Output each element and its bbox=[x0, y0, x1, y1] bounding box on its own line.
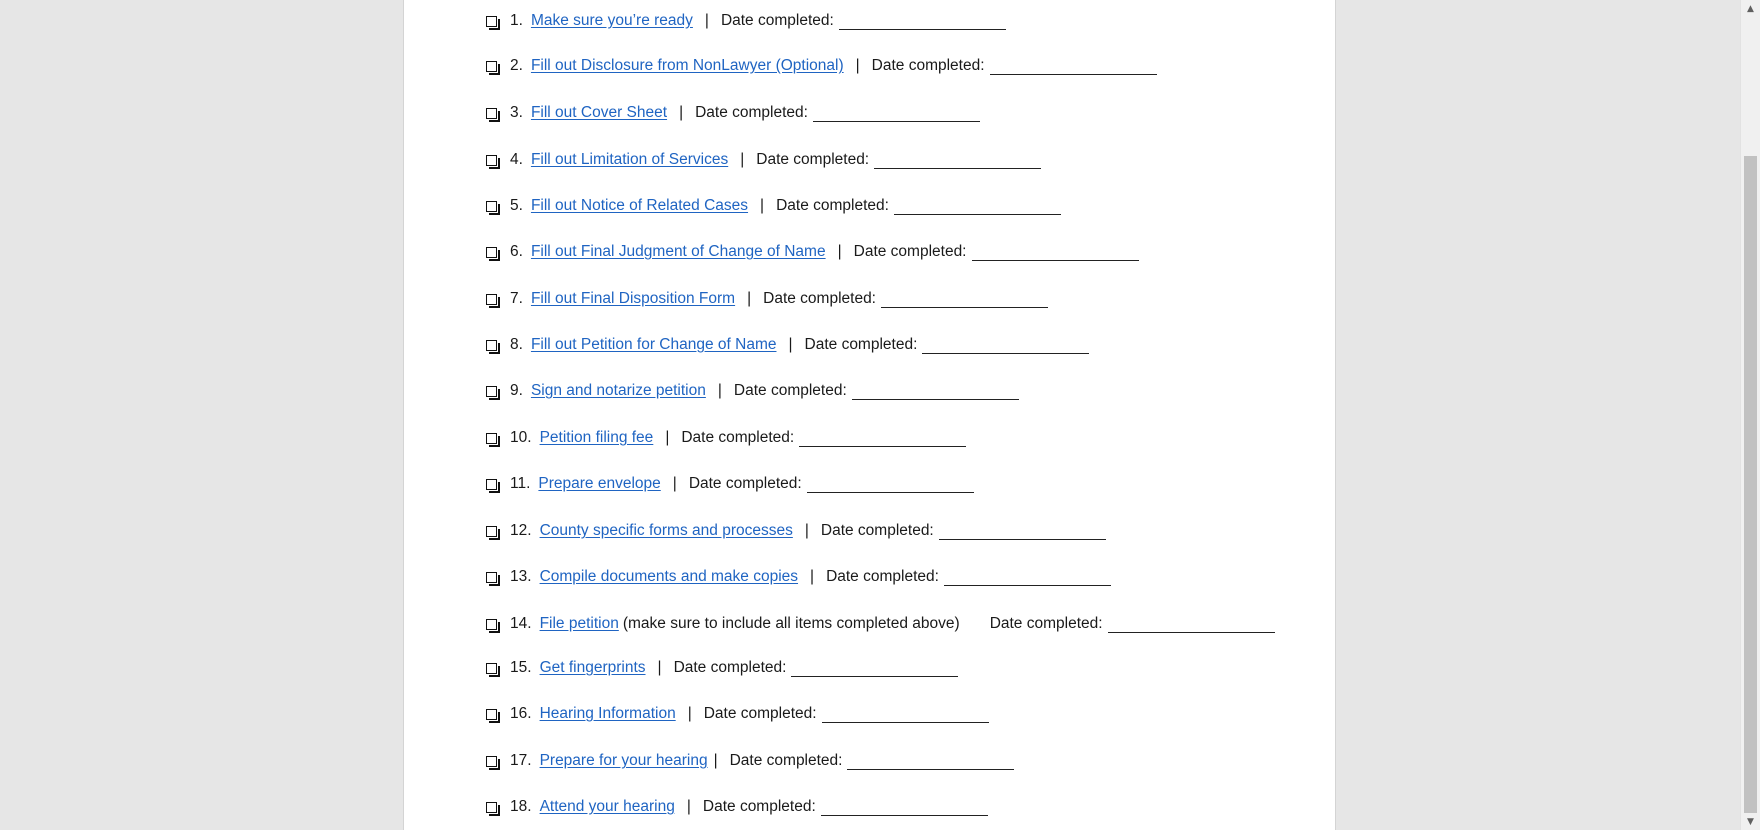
date-completed-label: Date completed: bbox=[826, 568, 939, 585]
date-completed-label: Date completed: bbox=[681, 429, 795, 446]
item-link[interactable]: Fill out Notice of Related Cases bbox=[530, 197, 749, 214]
item-number: 8. bbox=[510, 336, 523, 353]
checkbox-icon[interactable] bbox=[486, 619, 497, 630]
item-separator: | bbox=[740, 151, 745, 168]
date-blank-line[interactable] bbox=[990, 60, 1157, 75]
item-link[interactable]: Fill out Disclosure from NonLawyer (Optional) bbox=[530, 57, 844, 74]
item-separator: | bbox=[810, 568, 815, 585]
item-separator: | bbox=[665, 429, 670, 446]
date-completed-label: Date completed: bbox=[853, 243, 967, 260]
checkbox-icon[interactable] bbox=[486, 201, 497, 212]
date-blank-line[interactable] bbox=[813, 107, 980, 122]
checkbox-icon[interactable] bbox=[486, 340, 497, 351]
checklist-item bbox=[486, 565, 1111, 589]
date-blank-line[interactable] bbox=[822, 708, 989, 723]
item-number: 2. bbox=[510, 57, 523, 74]
item-number: 11. bbox=[510, 475, 531, 492]
checklist-item bbox=[486, 656, 958, 680]
date-blank-line[interactable] bbox=[807, 478, 974, 493]
checkbox-icon[interactable] bbox=[486, 526, 497, 537]
checklist-item bbox=[486, 519, 1106, 543]
checkbox-icon[interactable] bbox=[486, 756, 497, 767]
date-blank-line[interactable] bbox=[839, 15, 1006, 30]
item-separator: | bbox=[837, 243, 842, 260]
date-completed-label: Date completed: bbox=[989, 615, 1103, 632]
date-completed-label: Date completed: bbox=[695, 104, 808, 121]
item-number: 13. bbox=[510, 568, 532, 585]
item-link[interactable]: Fill out Petition for Change of Name bbox=[530, 336, 777, 353]
checklist-item bbox=[486, 472, 974, 496]
date-blank-line[interactable] bbox=[939, 525, 1106, 540]
item-separator: | bbox=[804, 522, 809, 539]
item-number: 15. bbox=[510, 659, 532, 676]
date-completed-label: Date completed: bbox=[720, 12, 834, 29]
date-completed-label: Date completed: bbox=[702, 798, 816, 815]
checklist-item bbox=[486, 54, 1157, 78]
checklist-item bbox=[486, 101, 980, 125]
checklist-item bbox=[486, 148, 1041, 172]
date-blank-line[interactable] bbox=[1108, 618, 1275, 633]
checkbox-icon[interactable] bbox=[486, 108, 497, 119]
checkbox-icon[interactable] bbox=[486, 61, 497, 72]
item-link[interactable]: Compile documents and make copies bbox=[539, 568, 799, 585]
item-number: 16. bbox=[510, 705, 532, 722]
checklist-item bbox=[486, 795, 988, 819]
item-link[interactable]: Prepare envelope bbox=[538, 475, 661, 492]
item-separator: | bbox=[747, 290, 752, 307]
checkbox-icon[interactable] bbox=[486, 16, 497, 27]
checklist-item bbox=[486, 9, 1006, 33]
date-blank-line[interactable] bbox=[791, 662, 958, 677]
item-separator: | bbox=[717, 382, 722, 399]
item-link[interactable]: Fill out Final Judgment of Change of Name bbox=[530, 243, 826, 260]
date-blank-line[interactable] bbox=[847, 755, 1014, 770]
item-link[interactable]: Make sure you’re ready bbox=[530, 12, 693, 29]
date-blank-line[interactable] bbox=[922, 339, 1089, 354]
item-separator: | bbox=[760, 197, 765, 214]
item-number: 3. bbox=[510, 104, 523, 121]
date-completed-label: Date completed: bbox=[733, 382, 847, 399]
item-separator: | bbox=[686, 798, 691, 815]
checkbox-icon[interactable] bbox=[486, 802, 497, 813]
date-completed-label: Date completed: bbox=[756, 151, 870, 168]
date-completed-label: Date completed: bbox=[703, 705, 817, 722]
date-completed-label: Date completed: bbox=[673, 659, 787, 676]
item-separator: | bbox=[672, 475, 677, 492]
item-number: 10. bbox=[510, 429, 532, 446]
item-number: 18. bbox=[510, 798, 532, 815]
item-link[interactable]: Hearing Information bbox=[539, 705, 676, 722]
item-number: 7. bbox=[510, 290, 523, 307]
item-separator: | bbox=[713, 752, 718, 769]
date-blank-line[interactable] bbox=[799, 432, 966, 447]
checkbox-icon[interactable] bbox=[486, 709, 497, 720]
date-blank-line[interactable] bbox=[894, 200, 1061, 215]
date-completed-label: Date completed: bbox=[688, 475, 802, 492]
item-link[interactable]: Petition filing fee bbox=[539, 429, 654, 446]
date-blank-line[interactable] bbox=[852, 385, 1019, 400]
checkbox-icon[interactable] bbox=[486, 663, 497, 674]
item-separator: | bbox=[687, 705, 692, 722]
date-blank-line[interactable] bbox=[944, 571, 1111, 586]
item-link[interactable]: Attend your hearing bbox=[539, 798, 675, 815]
item-number: 6. bbox=[510, 243, 523, 260]
item-link[interactable]: Get fingerprints bbox=[539, 659, 646, 676]
date-blank-line[interactable] bbox=[972, 246, 1139, 261]
item-link[interactable]: File petition bbox=[539, 615, 619, 632]
chevron-up-icon[interactable]: ▲ bbox=[1741, 0, 1760, 17]
item-number: 1. bbox=[510, 12, 523, 29]
checklist-item bbox=[486, 287, 1048, 311]
item-number: 12. bbox=[510, 522, 532, 539]
checklist-item bbox=[486, 333, 1089, 357]
checkbox-icon[interactable] bbox=[486, 572, 497, 583]
item-separator: | bbox=[679, 104, 684, 121]
checkbox-icon[interactable] bbox=[486, 386, 497, 397]
item-number: 14. bbox=[510, 615, 532, 632]
checkbox-icon[interactable] bbox=[486, 479, 497, 490]
item-link[interactable]: Prepare for your hearing bbox=[539, 752, 708, 769]
item-separator: | bbox=[788, 336, 793, 353]
item-link[interactable]: Fill out Final Disposition Form bbox=[530, 290, 736, 307]
item-number: 9. bbox=[510, 382, 523, 399]
date-completed-label: Date completed: bbox=[871, 57, 985, 74]
checklist-item bbox=[486, 240, 1139, 264]
checkbox-icon[interactable] bbox=[486, 433, 497, 444]
item-number: 5. bbox=[510, 197, 523, 214]
item-link[interactable]: Sign and notarize petition bbox=[530, 382, 706, 399]
date-completed-label: Date completed: bbox=[804, 336, 918, 353]
item-separator: | bbox=[657, 659, 662, 676]
date-blank-line[interactable] bbox=[821, 801, 988, 816]
checkbox-icon[interactable] bbox=[486, 294, 497, 305]
checkbox-icon[interactable] bbox=[486, 247, 497, 258]
date-completed-label: Date completed: bbox=[729, 752, 843, 769]
chevron-down-icon[interactable]: ▼ bbox=[1741, 813, 1760, 830]
date-completed-label: Date completed: bbox=[763, 290, 876, 307]
item-separator: | bbox=[704, 12, 709, 29]
item-link[interactable]: County specific forms and processes bbox=[539, 522, 793, 539]
checklist-item bbox=[486, 749, 1014, 773]
document-page bbox=[403, 0, 1336, 830]
checklist-item bbox=[486, 612, 1275, 636]
date-blank-line[interactable] bbox=[874, 154, 1041, 169]
item-separator: | bbox=[855, 57, 860, 74]
checklist-item bbox=[486, 194, 1061, 218]
date-completed-label: Date completed: bbox=[776, 197, 889, 214]
checklist-item bbox=[486, 702, 989, 726]
item-link[interactable]: Fill out Cover Sheet bbox=[530, 104, 668, 121]
date-completed-label: Date completed: bbox=[820, 522, 934, 539]
item-note: (make sure to include all items completed above) bbox=[622, 615, 960, 632]
item-number: 4. bbox=[510, 151, 523, 168]
checklist-item bbox=[486, 426, 966, 450]
date-blank-line[interactable] bbox=[881, 293, 1048, 308]
vertical-scrollbar[interactable] bbox=[1740, 0, 1760, 830]
item-number: 17. bbox=[510, 752, 532, 769]
item-link[interactable]: Fill out Limitation of Services bbox=[530, 151, 729, 168]
checkbox-icon[interactable] bbox=[486, 155, 497, 166]
checklist-item bbox=[486, 379, 1019, 403]
scrollbar-thumb[interactable] bbox=[1744, 156, 1757, 813]
